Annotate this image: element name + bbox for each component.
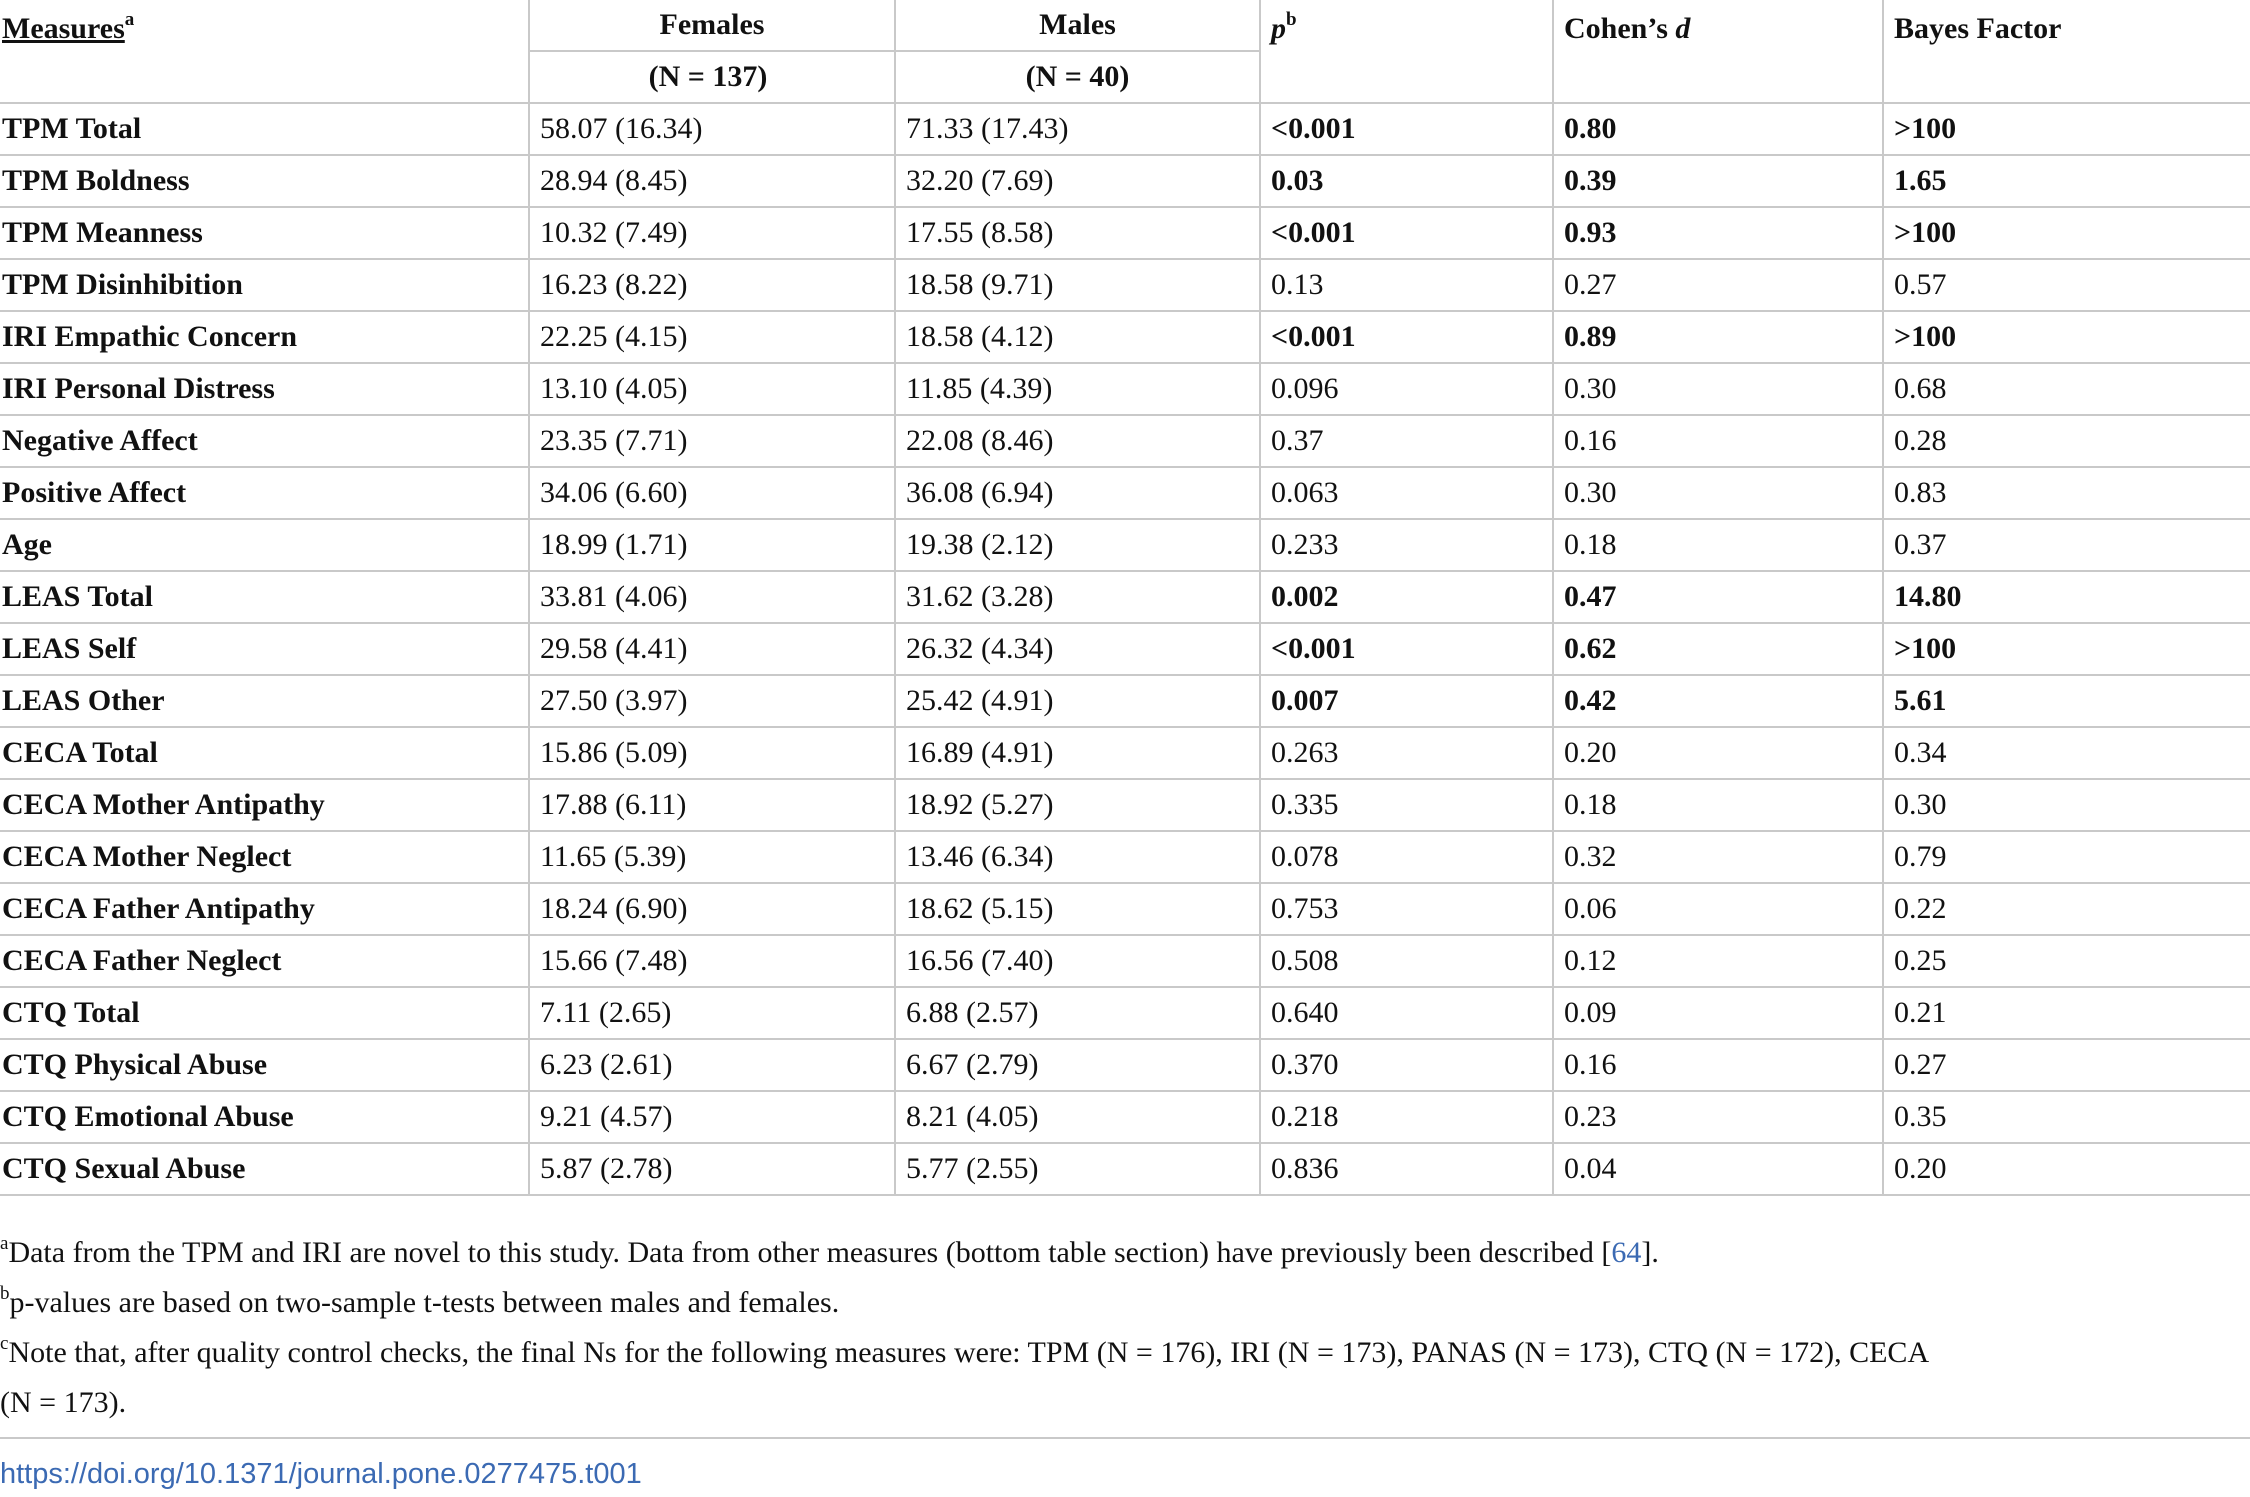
cell-females: 10.32 (7.49) [529,207,895,259]
cell-females: 22.25 (4.15) [529,311,895,363]
cell-males: 18.92 (5.27) [895,779,1260,831]
cell-cohens-d: 0.18 [1553,519,1883,571]
cell-p-value: 0.836 [1260,1143,1553,1195]
cell-females: 28.94 (8.45) [529,155,895,207]
cell-measure: CECA Father Neglect [0,935,529,987]
cell-cohens-d: 0.89 [1553,311,1883,363]
cell-bayes-factor: 0.22 [1883,883,2250,935]
cell-females: 29.58 (4.41) [529,623,895,675]
table-row [0,727,2250,779]
cell-bayes-factor: >100 [1883,311,2250,363]
cell-females: 33.81 (4.06) [529,571,895,623]
cell-measure: LEAS Total [0,571,529,623]
cell-measure: CECA Mother Antipathy [0,779,529,831]
table-row [0,571,2250,623]
cell-cohens-d: 0.16 [1553,415,1883,467]
header-measures [0,0,529,103]
cell-measure: IRI Empathic Concern [0,311,529,363]
footnote-c-marker: c [0,1333,9,1354]
cell-cohens-d: 0.04 [1553,1143,1883,1195]
cell-cohens-d: 0.39 [1553,155,1883,207]
cell-measure: CECA Total [0,727,529,779]
footnote-c-text: Note that, after quality control checks, the final Ns for the following measures were: TPM (N = 176), IRI (N = 173), PANAS (N = 173), CTQ (N = 172), CECA [8,1336,1930,1369]
cell-bayes-factor: >100 [1883,103,2250,155]
reference-link-64[interactable]: 64 [1611,1236,1642,1269]
cell-measure: IRI Personal Distress [0,363,529,415]
table-row [0,831,2250,883]
cell-females: 5.87 (2.78) [529,1143,895,1195]
table-row [0,1143,2250,1195]
cell-cohens-d: 0.32 [1553,831,1883,883]
cell-bayes-factor: 0.27 [1883,1039,2250,1091]
header-cohens-d [1553,0,1883,103]
cell-p-value: 0.753 [1260,883,1553,935]
cell-measure: Age [0,519,529,571]
cell-cohens-d: 0.47 [1553,571,1883,623]
cell-males: 6.67 (2.79) [895,1039,1260,1091]
footnote-b [0,1278,2230,1328]
cell-bayes-factor: 0.79 [1883,831,2250,883]
table-row [0,363,2250,415]
table-row [0,467,2250,519]
cell-males: 32.20 (7.69) [895,155,1260,207]
cell-cohens-d: 0.23 [1553,1091,1883,1143]
cell-females: 23.35 (7.71) [529,415,895,467]
table-body [0,103,2250,1195]
cell-bayes-factor: 0.37 [1883,519,2250,571]
cell-p-value: 0.335 [1260,779,1553,831]
table-row [0,883,2250,935]
cell-females: 58.07 (16.34) [529,103,895,155]
footnote-a-end: ]. [1641,1236,1659,1269]
cell-p-value: <0.001 [1260,311,1553,363]
footnote-c-continued: (N = 173). [0,1386,127,1419]
cell-males: 17.55 (8.58) [895,207,1260,259]
cell-p-value: 0.063 [1260,467,1553,519]
cell-females: 6.23 (2.61) [529,1039,895,1091]
cell-males: 16.56 (7.40) [895,935,1260,987]
cell-cohens-d: 0.42 [1553,675,1883,727]
cell-females: 27.50 (3.97) [529,675,895,727]
table-header [0,0,2250,103]
cell-measure: CECA Father Antipathy [0,883,529,935]
cell-cohens-d: 0.80 [1553,103,1883,155]
cell-p-value: 0.002 [1260,571,1553,623]
cell-females: 16.23 (8.22) [529,259,895,311]
cell-males: 6.88 (2.57) [895,987,1260,1039]
cell-females: 7.11 (2.65) [529,987,895,1039]
cell-cohens-d: 0.18 [1553,779,1883,831]
cell-measure: TPM Disinhibition [0,259,529,311]
table-row [0,623,2250,675]
cell-measure: CTQ Sexual Abuse [0,1143,529,1195]
cell-p-value: <0.001 [1260,103,1553,155]
cell-males: 16.89 (4.91) [895,727,1260,779]
cell-bayes-factor: 5.61 [1883,675,2250,727]
table-row [0,207,2250,259]
cell-measure: LEAS Self [0,623,529,675]
cell-p-value: 0.096 [1260,363,1553,415]
cell-measure: CTQ Physical Abuse [0,1039,529,1091]
table-row [0,415,2250,467]
table-row [0,675,2250,727]
footnote-a-marker: a [0,1233,9,1254]
cell-p-value: 0.508 [1260,935,1553,987]
cell-bayes-factor: 0.20 [1883,1143,2250,1195]
header-cohens-label: Cohen’s [1564,12,1676,45]
cell-p-value: 0.263 [1260,727,1553,779]
table-row [0,155,2250,207]
cell-cohens-d: 0.62 [1553,623,1883,675]
cell-bayes-factor: 0.28 [1883,415,2250,467]
cell-cohens-d: 0.30 [1553,467,1883,519]
cell-males: 26.32 (4.34) [895,623,1260,675]
cell-cohens-d: 0.93 [1553,207,1883,259]
cell-females: 18.24 (6.90) [529,883,895,935]
cell-bayes-factor: 0.35 [1883,1091,2250,1143]
cell-bayes-factor: 1.65 [1883,155,2250,207]
cell-males: 18.58 (4.12) [895,311,1260,363]
cell-males: 18.62 (5.15) [895,883,1260,935]
cell-measure: TPM Total [0,103,529,155]
divider-line [0,1437,2250,1439]
cell-males: 5.77 (2.55) [895,1143,1260,1195]
doi-link[interactable]: https://doi.org/10.1371/journal.pone.0277475.t001 [0,1458,642,1490]
cell-females: 34.06 (6.60) [529,467,895,519]
cell-p-value: <0.001 [1260,207,1553,259]
header-bayes-factor: Bayes Factor [1883,0,2250,103]
header-measures-footnote-marker: a [124,9,135,30]
footnote-a [0,1228,2230,1278]
cell-measure: TPM Meanness [0,207,529,259]
header-males-n: (N = 40) [895,51,1260,103]
cell-bayes-factor: 0.68 [1883,363,2250,415]
cell-males: 13.46 (6.34) [895,831,1260,883]
cell-males: 25.42 (4.91) [895,675,1260,727]
cell-bayes-factor: >100 [1883,207,2250,259]
table-row [0,1091,2250,1143]
table-row [0,311,2250,363]
cell-males: 22.08 (8.46) [895,415,1260,467]
table-row [0,519,2250,571]
cell-males: 36.08 (6.94) [895,467,1260,519]
cell-measure: TPM Boldness [0,155,529,207]
cell-bayes-factor: 0.30 [1883,779,2250,831]
cell-cohens-d: 0.06 [1553,883,1883,935]
cell-p-value: 0.640 [1260,987,1553,1039]
cell-females: 18.99 (1.71) [529,519,895,571]
footnote-c [0,1328,2230,1378]
cell-cohens-d: 0.27 [1553,259,1883,311]
cell-females: 15.86 (5.09) [529,727,895,779]
cell-males: 18.58 (9.71) [895,259,1260,311]
cell-cohens-d: 0.09 [1553,987,1883,1039]
table-row [0,779,2250,831]
cell-p-value: 0.233 [1260,519,1553,571]
cell-measure: CECA Mother Neglect [0,831,529,883]
table-row [0,1039,2250,1091]
header-p-footnote-marker: b [1286,9,1297,30]
header-cohens-d-symbol: d [1675,12,1691,45]
cell-p-value: 0.007 [1260,675,1553,727]
cell-measure: LEAS Other [0,675,529,727]
cell-males: 11.85 (4.39) [895,363,1260,415]
cell-females: 9.21 (4.57) [529,1091,895,1143]
cell-measure: Negative Affect [0,415,529,467]
cell-bayes-factor: 14.80 [1883,571,2250,623]
cell-males: 31.62 (3.28) [895,571,1260,623]
cell-p-value: 0.37 [1260,415,1553,467]
cell-males: 8.21 (4.05) [895,1091,1260,1143]
header-males: Males [895,0,1260,51]
cell-bayes-factor: 0.25 [1883,935,2250,987]
cell-p-value: 0.218 [1260,1091,1553,1143]
footnote-b-text: p-values are based on two-sample t-tests between males and females. [9,1286,840,1319]
header-measures-label: Measures [2,12,125,45]
cell-males: 19.38 (2.12) [895,519,1260,571]
cell-measure: CTQ Emotional Abuse [0,1091,529,1143]
footnote-b-marker: b [0,1283,10,1304]
header-females-n: (N = 137) [529,51,895,103]
cell-cohens-d: 0.30 [1553,363,1883,415]
cell-bayes-factor: 0.34 [1883,727,2250,779]
header-females: Females [529,0,895,51]
cell-females: 13.10 (4.05) [529,363,895,415]
table-row [0,259,2250,311]
cell-cohens-d: 0.16 [1553,1039,1883,1091]
cell-p-value: 0.03 [1260,155,1553,207]
header-p-label: p [1271,12,1286,45]
cell-females: 11.65 (5.39) [529,831,895,883]
table-row [0,935,2250,987]
cell-cohens-d: 0.12 [1553,935,1883,987]
table-row [0,987,2250,1039]
cell-p-value: 0.078 [1260,831,1553,883]
cell-bayes-factor: 0.83 [1883,467,2250,519]
cell-bayes-factor: 0.57 [1883,259,2250,311]
cell-p-value: <0.001 [1260,623,1553,675]
cell-females: 15.66 (7.48) [529,935,895,987]
cell-p-value: 0.13 [1260,259,1553,311]
cell-p-value: 0.370 [1260,1039,1553,1091]
footnote-a-text: Data from the TPM and IRI are novel to this study. Data from other measures (bottom table section) have previously been described [ [8,1236,1612,1269]
cell-males: 71.33 (17.43) [895,103,1260,155]
cell-bayes-factor: >100 [1883,623,2250,675]
table-row [0,103,2250,155]
header-p [1260,0,1553,103]
cell-cohens-d: 0.20 [1553,727,1883,779]
cell-bayes-factor: 0.21 [1883,987,2250,1039]
cell-measure: Positive Affect [0,467,529,519]
cell-females: 17.88 (6.11) [529,779,895,831]
cell-measure: CTQ Total [0,987,529,1039]
